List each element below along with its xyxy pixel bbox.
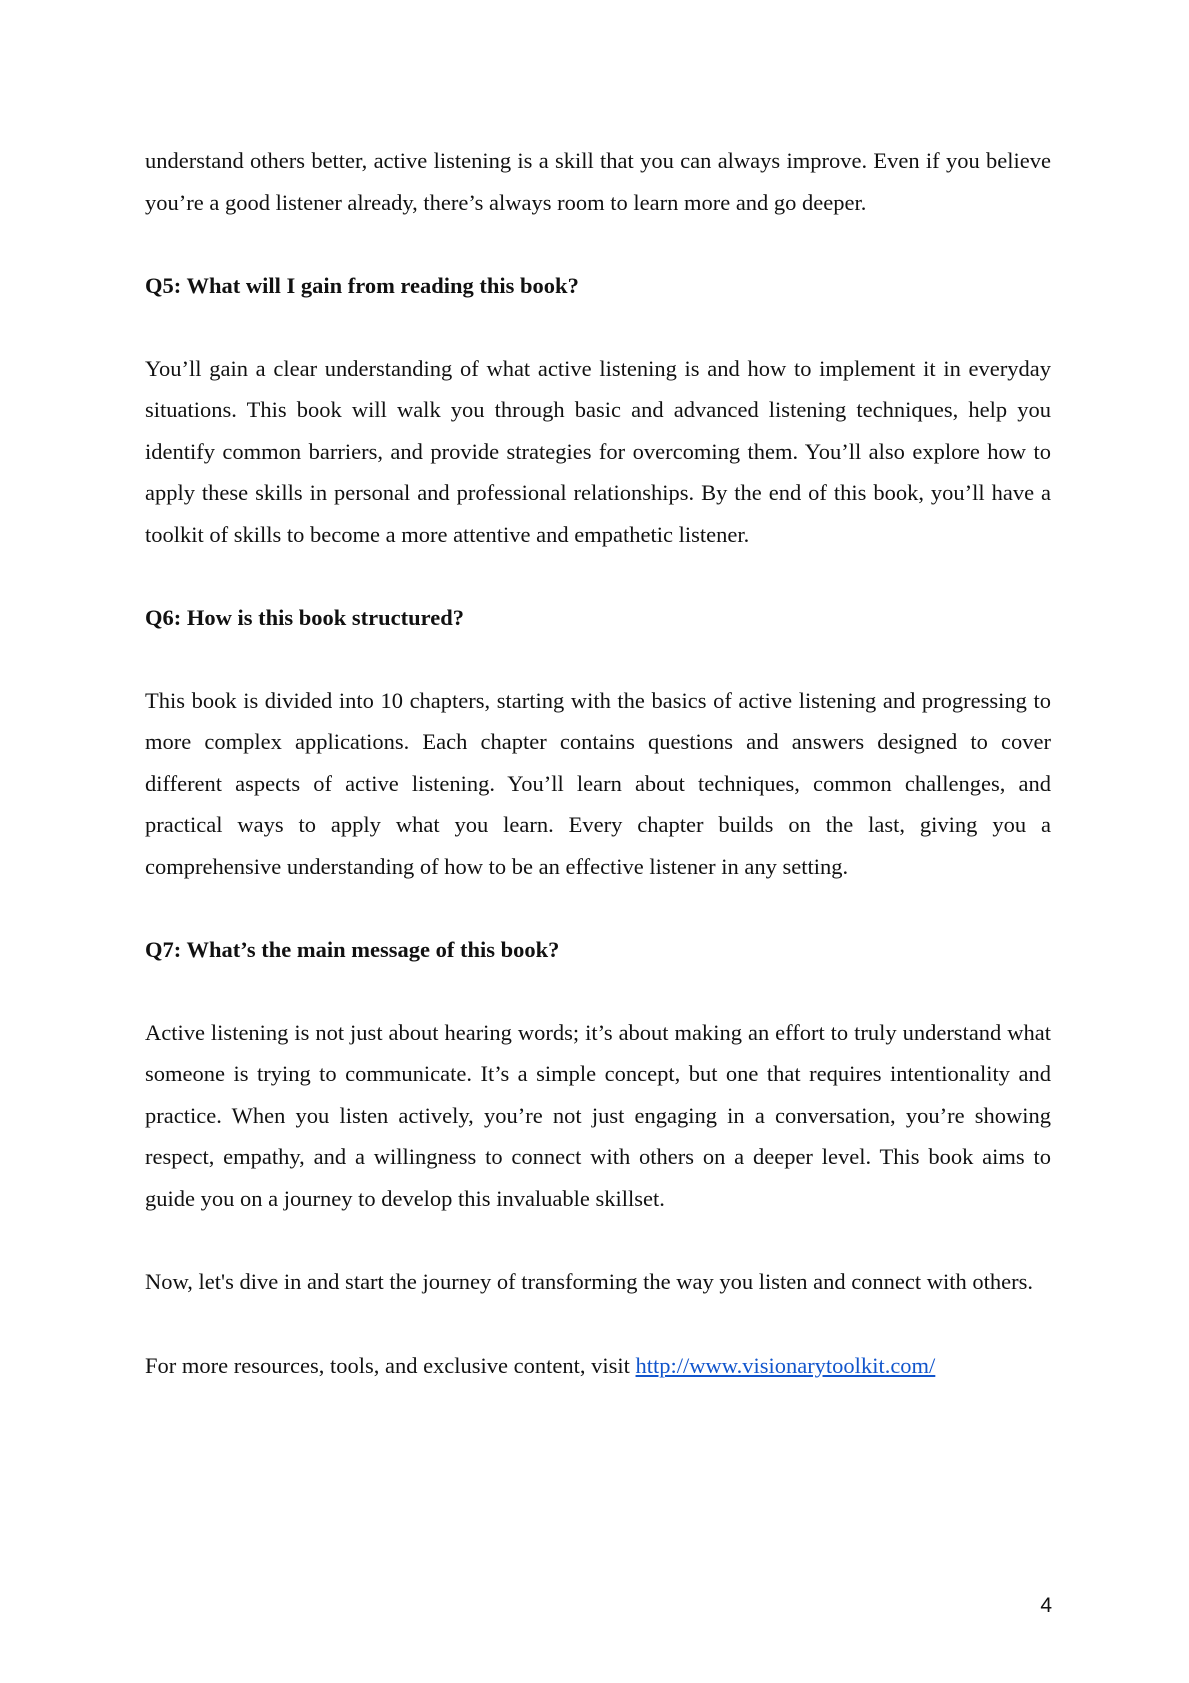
answer-paragraph-q5: You’ll gain a clear understanding of what active listening is and how to implement it in everyday situations. This book will walk you through basic and advanced listening techniques, help you identify common barriers, and provide strategies for overcoming them. You’ll also explore how to apply these skills in personal and professional relationships. By the end of this book, you’ll have a toolkit of skills to become a more attentive and empathetic listener. xyxy=(145,355,1051,547)
intro-paragraph: understand others better, active listening is a skill that you can always improve. Even if you believe you’re a good listener already, there’s always room to learn more and go deeper. xyxy=(145,148,1051,215)
document-body xyxy=(145,140,1051,1428)
question-heading-q6: Q6: How is this book structured? xyxy=(145,605,464,630)
page-number: 4 xyxy=(1040,1594,1052,1617)
question-heading-q5: Q5: What will I gain from reading this book? xyxy=(145,273,579,298)
resources-link[interactable]: http://www.visionarytoolkit.com/ xyxy=(635,1352,936,1378)
answer-paragraph-q6: This book is divided into 10 chapters, starting with the basics of active listening and progressing to more complex applications. Each chapter contains questions and answers designed to cover different aspects of active listening. You’ll learn about techniques, common challenges, and practical ways to apply what you learn. Every chapter builds on the last, giving you a comprehensive understanding of how to be an effective listener in any setting. xyxy=(145,687,1051,879)
closing-paragraph: Now, let's dive in and start the journey of transforming the way you listen and connect with others. xyxy=(145,1269,1034,1294)
question-heading-q7: Q7: What’s the main message of this book? xyxy=(145,937,560,962)
answer-paragraph-q7: Active listening is not just about hearing words; it’s about making an effort to truly understand what someone is trying to communicate. It’s a simple concept, but one that requires intentionality and practice. When you listen actively, you’re not just engaging in a conversation, you’re showing respect, empathy, and a willingness to connect with others on a deeper level. This book aims to guide you on a journey to develop this invaluable skillset. xyxy=(145,1019,1051,1211)
resources-text: For more resources, tools, and exclusive content, visit xyxy=(145,1352,636,1378)
resources-paragraph xyxy=(145,1345,1051,1387)
